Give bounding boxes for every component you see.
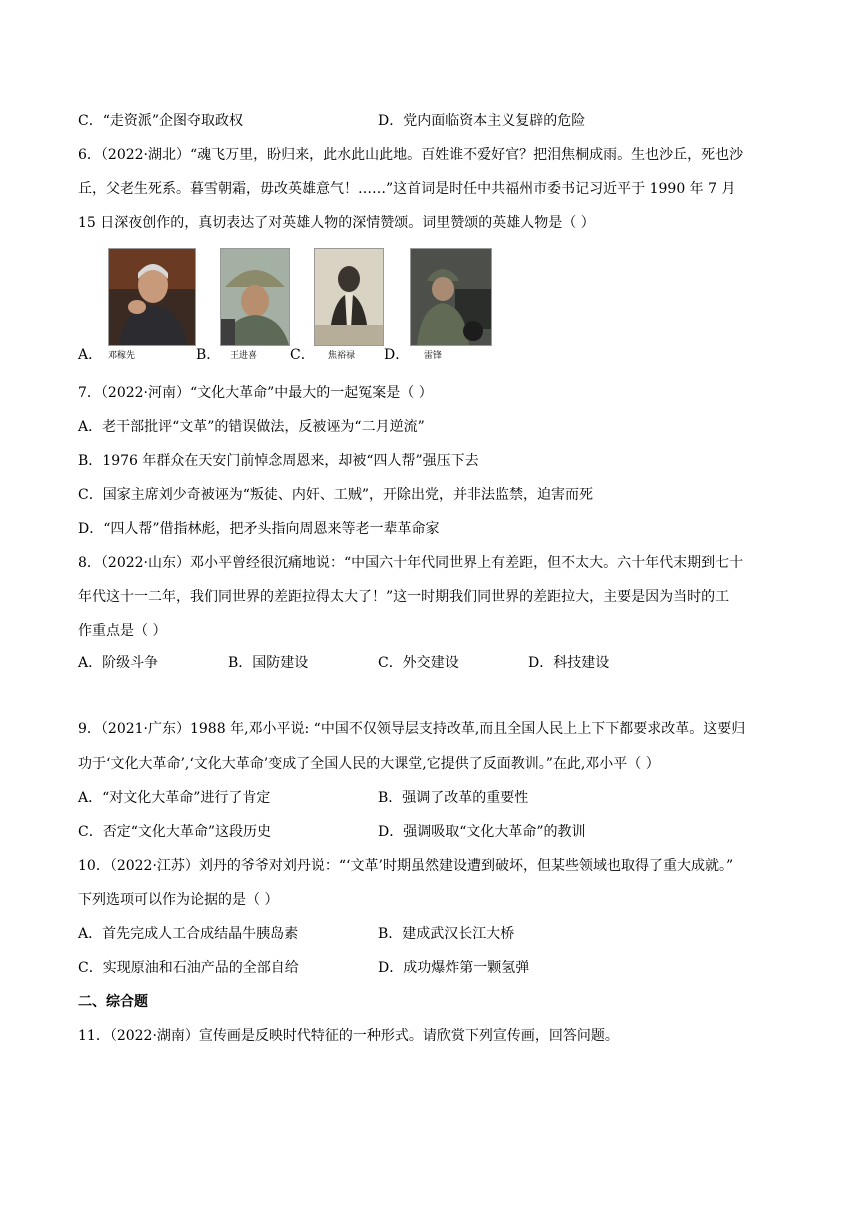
q6-caption-b: 王进喜: [230, 351, 258, 361]
q10-options-cd: [78, 958, 530, 978]
q10-option-c: C．实现原油和石油产品的全部自给: [78, 960, 299, 976]
q10-option-b: B．建成武汉长江大桥: [378, 926, 515, 942]
section-heading-comprehensive: 二、综合题: [78, 994, 148, 1010]
photo-lei-feng: [410, 248, 492, 346]
q6-option-b-label: B．: [196, 347, 221, 363]
q6-caption-c: 焦裕禄: [328, 351, 356, 361]
q9-options-ab: [78, 788, 529, 808]
q10-option-d: D．成功爆炸第一颗氢弹: [378, 960, 530, 976]
q10-stem-line1: 10．（2022·江苏）刘丹的爷爷对刘丹说：“‘文革’时期虽然建设遭到破坏，但某些领域也取得了重大成就。”: [78, 858, 734, 874]
q8-options: [78, 653, 610, 673]
q8-option-a: A．阶级斗争: [78, 655, 159, 671]
q6-photo-options: [78, 244, 498, 368]
q9-option-a: A．“对文化大革命”进行了肯定: [78, 790, 271, 806]
q5-options-cd: [78, 111, 586, 131]
q7-option-c: C．国家主席刘少奇被诬为“叛徒、内奸、工贼”，开除出党，并非法监禁，迫害而死: [78, 487, 594, 503]
q8-stem-line2: 年代这十一二年，我们同世界的差距拉得太大了！”这一时期我们同世界的差距拉大，主要是因为当时的工: [78, 589, 730, 605]
photo-wang-jinxi: [220, 248, 290, 346]
q6-stem-line3: 15 日深夜创作的，真切表达了对英雄人物的深情赞颂。词里赞颂的英雄人物是（ ）: [78, 215, 595, 231]
q9-option-d: D．强调吸取“文化大革命”的教训: [378, 824, 586, 840]
photo-deng-jiaxian: [108, 248, 196, 346]
q9-stem-line2: 功于‘文化大革命’,‘文化大革命’变成了全国人民的大课堂,它提供了反面教训。”在此,邓小平（ ）: [78, 756, 660, 772]
q7-option-a: A．老干部批评“文革”的错误做法，反被诬为“二月逆流”: [78, 419, 425, 435]
q10-option-a: A．首先完成人工合成结晶牛胰岛素: [78, 926, 299, 942]
q9-options-cd: [78, 822, 586, 842]
q6-option-c-label: C．: [290, 347, 315, 363]
q5-option-d: D．党内面临资本主义复辟的危险: [378, 113, 586, 129]
photo-jiao-yulu: [314, 248, 384, 346]
q7-option-b: B．1976 年群众在天安门前悼念周恩来，却被“四人帮”强压下去: [78, 453, 479, 469]
q7-option-d: D．“四人帮”借指林彪，把矛头指向周恩来等老一辈革命家: [78, 521, 440, 537]
q8-option-c: C．外交建设: [378, 655, 459, 671]
q8-option-d: D．科技建设: [528, 655, 610, 671]
q8-option-b: B．国防建设: [228, 655, 309, 671]
q6-caption-d: 雷锋: [424, 351, 443, 361]
q7-stem: 7．（2022·河南）“文化大革命”中最大的一起冤案是（ ）: [78, 385, 433, 401]
q6-caption-a: 邓稼先: [108, 351, 136, 361]
q9-stem-line1: 9．（2021·广东）1988 年,邓小平说: “中国不仅领导层支持改革,而且全国人民上上下下都要求改革。这要归: [78, 721, 746, 737]
q6-option-a-label: A．: [78, 347, 103, 363]
q10-stem-line2: 下列选项可以作为论据的是（ ）: [78, 892, 279, 908]
q11-stem: 11．（2022·湖南）宣传画是反映时代特征的一种形式。请欣赏下列宣传画，回答问题。: [78, 1028, 619, 1044]
q8-stem-line3: 作重点是（ ）: [78, 623, 167, 639]
q6-stem-line1: 6．（2022·湖北）“魂飞万里，盼归来，此水此山此地。百姓谁不爱好官？把泪焦桐成雨。生也沙丘，死也沙: [78, 147, 744, 163]
q6-stem-line2: 丘，父老生死系。暮雪朝霜，毋改英雄意气！……”这首词是时任中共福州市委书记习近平于 1990 年 7 月: [78, 181, 736, 197]
q5-option-c: C．“走资派”企图夺取政权: [78, 113, 244, 129]
q6-option-d-label: D．: [384, 347, 410, 363]
q10-options-ab: [78, 924, 515, 944]
q9-option-c: C．否定“文化大革命”这段历史: [78, 824, 272, 840]
q9-option-b: B．强调了改革的重要性: [378, 790, 529, 806]
q8-stem-line1: 8．（2022·山东）邓小平曾经很沉痛地说：“中国六十年代同世界上有差距，但不太大。六十年代末期到七十: [78, 555, 744, 571]
